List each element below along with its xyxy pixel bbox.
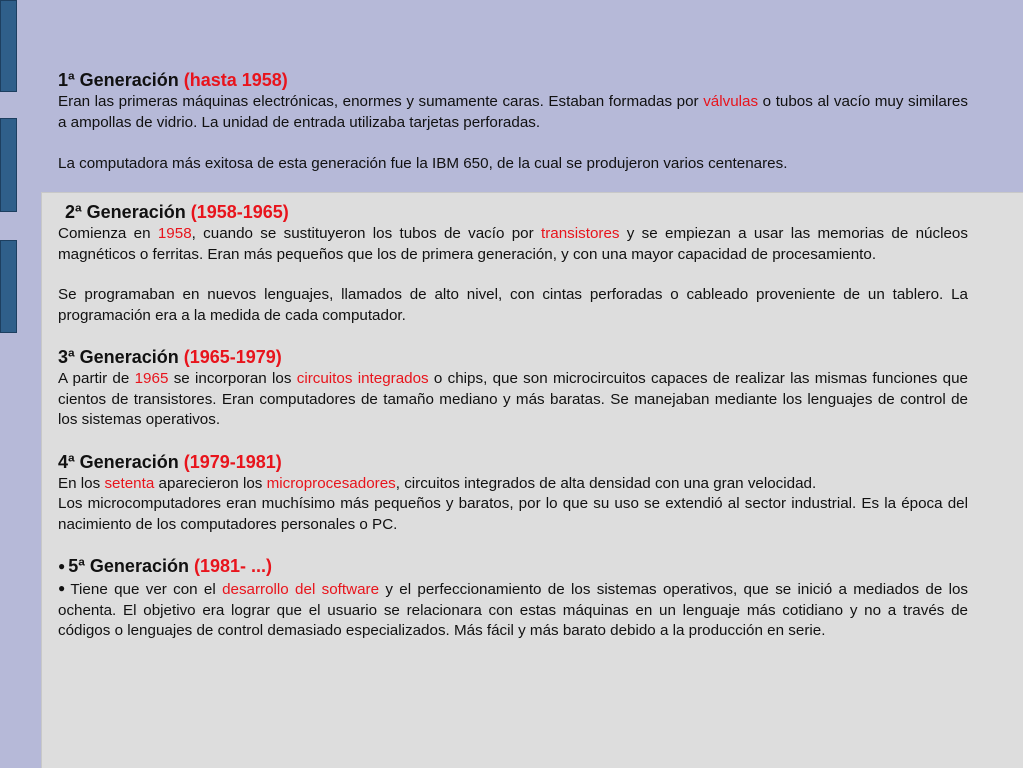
gen5-period: (1981- ...)	[193, 556, 273, 576]
gen3-text-c: o chips, que son microcircuitos capaces de realizar las mismas funciones que cientos de transistores. Eran computadores de tamaño mediano y más baratas. Se manejaban mediante los lenguajes de control de los sistemas operativos.	[58, 370, 968, 428]
gen2-text-b: , cuando se sustituyeron los tubos de vacío por	[191, 225, 534, 242]
bullet-icon: ●	[58, 559, 66, 573]
gen4-text-b: aparecieron los	[158, 474, 263, 492]
gen5-heading	[58, 555, 968, 578]
gen3-paragraph-1	[58, 369, 968, 431]
gen2-text-c: y se empiezan a usar las memorias de núcleos magnéticos o ferritas. Eran más pequeños que los de primera generación, y con una mayor capacidad de procesamiento.	[58, 225, 968, 263]
gen3-period: (1965-1979)	[183, 347, 282, 367]
section-gen1	[58, 69, 968, 175]
gen1-text-a: Eran las primeras máquinas electrónicas, enormes y sumamente caras. Estaban formadas por	[58, 93, 699, 110]
gen4-title: 4ª Generación	[58, 451, 179, 472]
gen1-title: 1ª Generación	[58, 70, 179, 90]
decorative-tab-2	[0, 118, 17, 212]
gen5-title: 5ª Generación	[68, 556, 189, 576]
gen1-text-b: o tubos al vacío muy similares a ampollas de vidrio. La unidad de entrada utilizaba tarjetas perforadas.	[58, 93, 968, 131]
gen3-text-a: A partir de	[58, 370, 130, 387]
bullet-icon: ●	[58, 581, 68, 595]
decorative-tab-3	[0, 240, 17, 333]
gen3-text-b: se incorporan los	[173, 370, 292, 387]
gen3-title: 3ª Generación	[58, 347, 179, 367]
gen4-heading	[58, 451, 968, 474]
gen3-heading	[58, 346, 968, 369]
gen2-highlight-2: transistores	[541, 225, 620, 242]
gen2-text-a: Comienza en	[58, 225, 151, 242]
gen1-paragraph-1	[58, 92, 968, 133]
decorative-tab-1	[0, 0, 17, 92]
gen4-period: (1979-1981)	[183, 451, 282, 472]
gen5-highlight: desarrollo del software	[222, 581, 380, 598]
gen4-text-c: , circuitos integrados de alta densidad con una gran velocidad.	[395, 474, 817, 492]
gen5-paragraph-1	[58, 578, 968, 642]
gen4-text-a: En los	[58, 474, 101, 492]
gen4-highlight-2: microprocesadores	[266, 474, 396, 492]
gen3-highlight-1: 1965	[134, 370, 169, 387]
gen1-paragraph-2: La computadora más exitosa de esta generación fue la IBM 650, de la cual se produjeron varios centenares.	[58, 155, 788, 172]
gen5-text-b: y el perfeccionamiento de los sistemas operativos, que se inició a mediados de los ochenta. El objetivo era lograr que el usuario se relacionara con estas máquinas en un lenguaje más cotidiano y no a través de códigos o lenguajes de control demasiado especializados. Más fácil y más barato debido a la producción en serie.	[58, 581, 968, 639]
gen3-highlight-2: circuitos integrados	[296, 370, 429, 387]
gen2-highlight-1: 1958	[157, 225, 192, 242]
gen2-period: (1958-1965)	[190, 202, 289, 222]
gen4-highlight-1: setenta	[104, 474, 155, 492]
gen2-heading	[58, 201, 968, 224]
gen2-paragraph-2: Se programaban en nuevos lenguajes, llamados de alto nivel, con cintas perforadas o cableado proveniente de un tablero. La programación era a la medida de cada computador.	[58, 286, 968, 324]
gen1-heading	[58, 69, 968, 92]
gen4-paragraph-1	[58, 474, 968, 495]
gen2-paragraph-1	[58, 224, 968, 265]
gen5-text-a: Tiene que ver con el	[70, 581, 216, 598]
section-gen2-5	[58, 201, 968, 642]
gen1-period: (hasta 1958)	[183, 70, 288, 90]
gen2-title: 2ª Generación	[65, 202, 186, 222]
gen1-highlight: válvulas	[703, 93, 759, 110]
gen4-paragraph-2: Los microcomputadores eran muchísimo más pequeños y baratos, por lo que su uso se extendió al sector industrial. Es la época del nacimiento de los computadores personales o PC.	[58, 495, 968, 533]
